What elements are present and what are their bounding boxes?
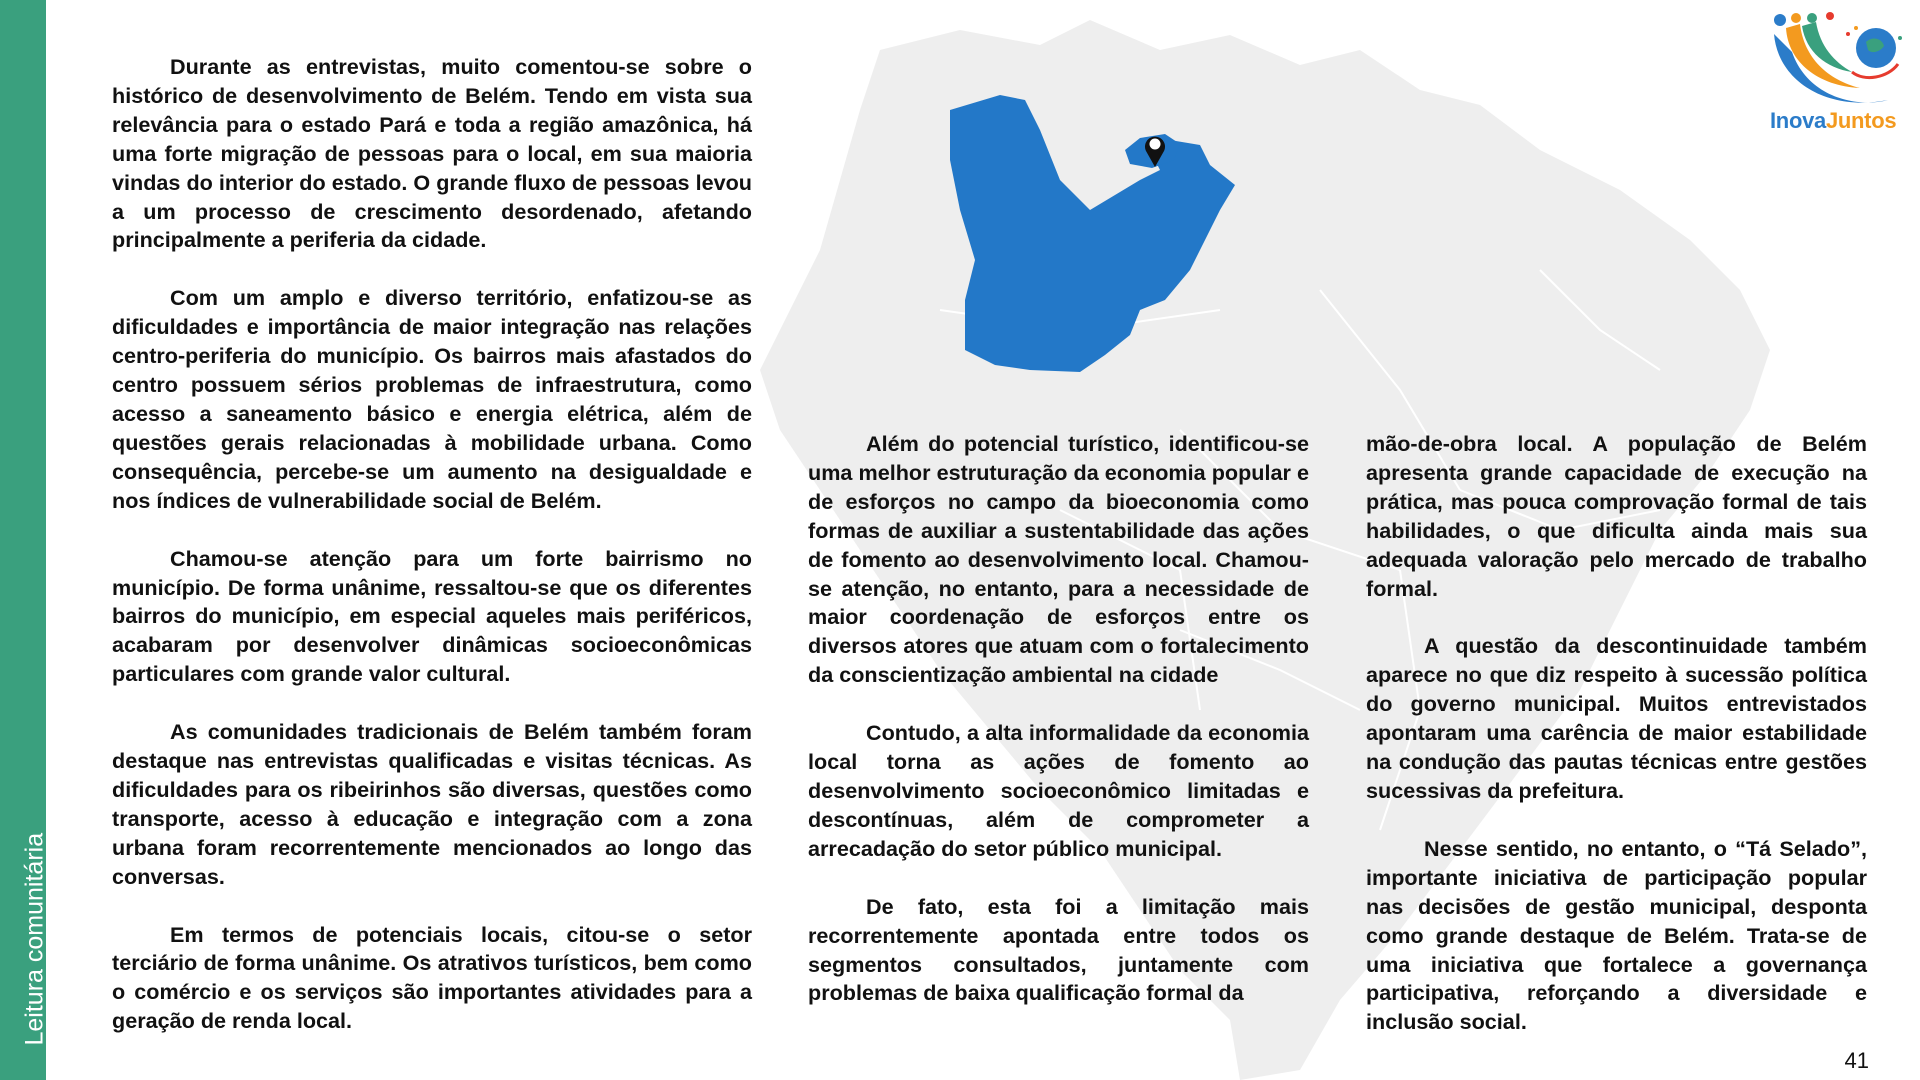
paragraph: As comunidades tradicionais de Belém também foram destaque nas entrevistas qualificadas e visitas técnicas. As dificuldades para os ribeirinhos são diversas, questões como transporte, acesso à educação e integração com a zona urbana foram recorrentemente mencionados ao longo das conversas.	[112, 719, 752, 889]
page-number: 41	[1844, 1048, 1869, 1073]
logo-word-juntos: Juntos	[1825, 108, 1897, 133]
paragraph: A questão da descontinuidade também aparece no que diz respeito à sucessão política do governo municipal. Muitos entrevistados apontaram uma carência de maior estabilidade na condução das pautas técnicas entre gestões sucessivas da prefeitura.	[1366, 633, 1867, 803]
paragraph: De fato, esta foi a limitação mais recorrentemente apontada entre todos os segmentos consultados, juntamente com problemas de baixa qualificação formal da	[808, 893, 1309, 1006]
paragraph: Contudo, a alta informalidade da economia local torna as ações de fomento ao desenvolvimento socioeconômico limitadas e descontínuas, além de comprometer a arrecadação do setor público municipal.	[808, 720, 1309, 861]
logo-word-inova: Inova	[1770, 108, 1826, 133]
text-column-3	[1366, 430, 1867, 1037]
paragraph: Em termos de potenciais locais, citou-se o setor terciário de forma unânime. Os atrativos turísticos, bem como o comércio e os serviços são importantes atividades para a geração de renda local.	[112, 921, 752, 1034]
paragraph: Durante as entrevistas, muito comentou-se sobre o histórico de desenvolvimento de Belém. Tendo em vista sua relevância para o estado Pará e toda a região amazônica, há uma forte migração de pessoas para o local, em sua maioria vindas do interior do estado. O grande fluxo de pessoas levou a um processo de crescimento desordenado, afetando principalmente a periferia da cidade.	[112, 54, 752, 253]
paragraph: Com um amplo e diverso território, enfatizou-se as dificuldades e importância de maior integração nas relações centro-periferia do município. Os bairros mais afastados do centro possuem sérios problemas de infraestrutura, como acesso a saneamento básico e energia elétrica, além de questões gerais relacionadas à mobilidade urbana. Como consequência, percebe-se um aumento na desigualdade e nos índices de vulnerabilidade social de Belém.	[112, 285, 752, 513]
paragraph: Além do potencial turístico, identificou-se uma melhor estruturação da economia popular e de esforços no campo da bioeconomia como formas de auxiliar a sustentabilidade das ações de fomento ao desenvolvimento local. Chamou-se atenção, no entanto, para a necessidade de maior coordenação de esforços entre os diversos atores que atuam com o fortalecimento da conscientização ambiental na cidade	[808, 431, 1309, 688]
text-column-1	[112, 53, 752, 1036]
paragraph: mão-de-obra local. A população de Belém apresenta grande capacidade de execução na prática, mas pouca comprovação formal de tais habilidades, o que dificulta ainda mais sua adequada valoração pelo mercado de trabalho formal.	[1366, 431, 1867, 601]
sidebar-section-label: Leitura comunitária	[20, 832, 49, 1046]
paragraph: Chamou-se atenção para um forte bairrismo no município. De forma unânime, ressaltou-se que os diferentes bairros do município, em especial aqueles mais periféricos, acabaram por desenvolver dinâmicas socioeconômicas particulares com grande valor cultural.	[112, 545, 752, 687]
logo-wordmark	[1770, 108, 1896, 134]
text-column-2	[808, 430, 1309, 1008]
paragraph: Nesse sentido, no entanto, o “Tá Selado”, importante iniciativa de participação popular nas decisões de gestão municipal, desponta como grande destaque de Belém. Trata-se de uma iniciativa que fortalece a governança participativa, reforçando a diversidade e inclusão social.	[1366, 835, 1867, 1035]
